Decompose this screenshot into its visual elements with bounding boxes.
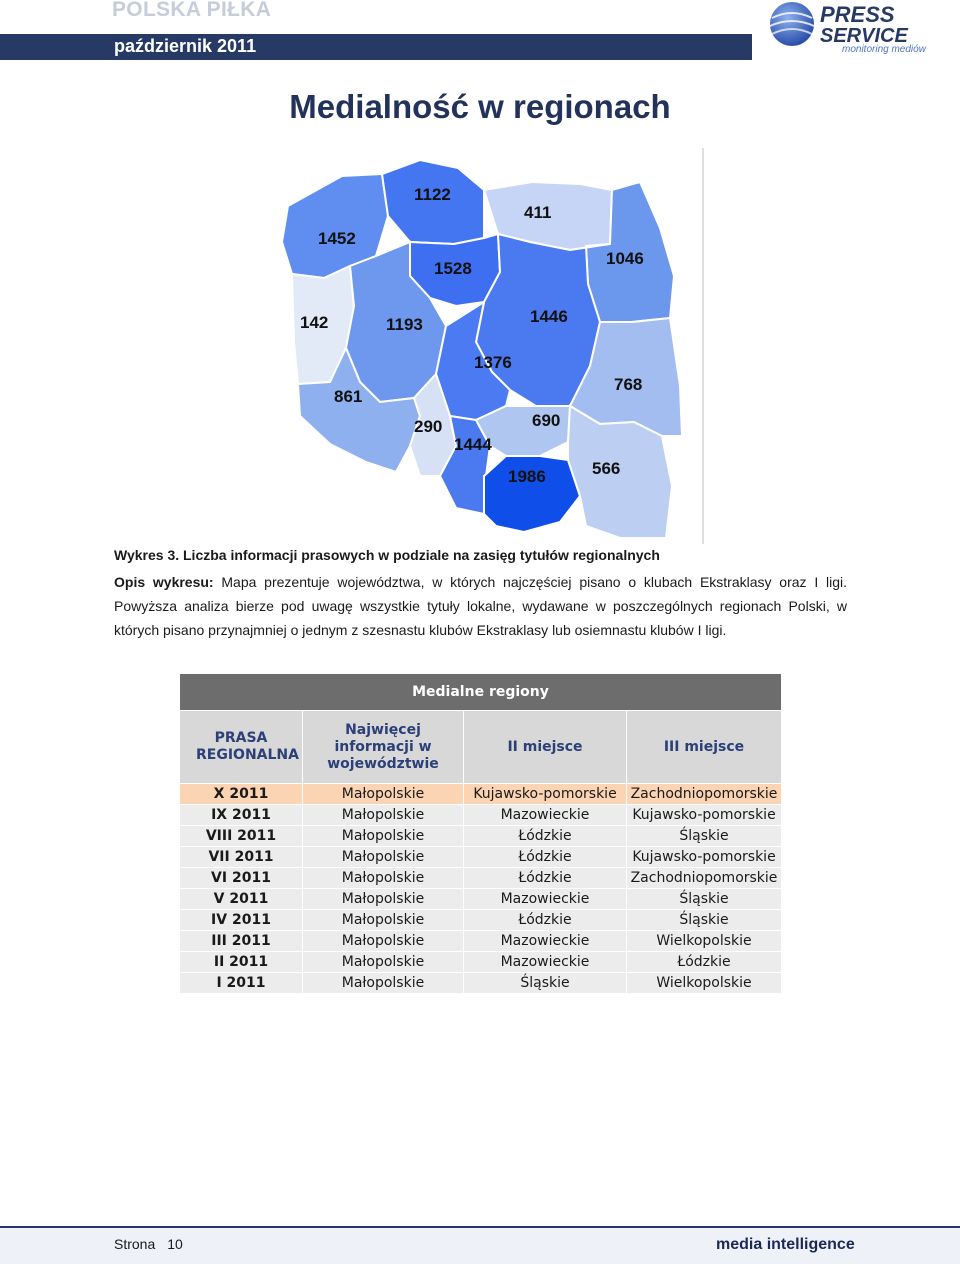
page-label: Strona (114, 1236, 156, 1252)
page-title: Medialność w regionach (289, 88, 671, 125)
press-service-logo (766, 0, 956, 56)
row-second-place: Łódzkie (464, 910, 627, 931)
row-first-place: Małopolskie (303, 847, 464, 868)
row-third-place: Kujawsko-pomorskie (627, 847, 782, 868)
row-period: X 2011 (180, 784, 303, 805)
map-region-value: 1528 (434, 259, 472, 278)
row-first-place: Małopolskie (303, 952, 464, 973)
row-first-place: Małopolskie (303, 868, 464, 889)
page-header (0, 0, 960, 70)
row-third-place: Śląskie (627, 889, 782, 910)
row-second-place: Śląskie (464, 973, 627, 994)
map-region-value: 566 (592, 459, 621, 478)
row-first-place: Małopolskie (303, 805, 464, 826)
figure-description (114, 570, 847, 642)
row-third-place: Zachodniopomorskie (627, 784, 782, 805)
table-row (180, 805, 782, 826)
description-text: Mapa prezentuje województwa, w których najczęściej pisano o klubach Ekstraklasy oraz I ligi. Powyższa analiza bierze pod uwagę wszystkie tytuły lokalne, wydawane w poszczególnych regionach Polski, w których pisano przynajmniej o jednym z szesnastu klubów Ekstraklasy lub osiemnastu klubów I ligi. (114, 574, 847, 638)
row-first-place: Małopolskie (303, 910, 464, 931)
row-period: VI 2011 (180, 868, 303, 889)
map-region-value: 411 (524, 203, 552, 222)
table-row (180, 784, 782, 805)
table-row (180, 868, 782, 889)
map-region-value: 1444 (454, 435, 492, 454)
map-region-value: 1046 (606, 249, 644, 268)
map-region-value: 1122 (414, 185, 451, 204)
logo-tagline: monitoring mediów (842, 44, 926, 55)
report-date: październik 2011 (114, 36, 257, 56)
row-period: I 2011 (180, 973, 303, 994)
figure-caption: Wykres 3. Liczba informacji prasowych w podziale na zasięg tytułów regionalnych (114, 547, 660, 563)
row-period: IX 2011 (180, 805, 303, 826)
page-number-value: 10 (167, 1236, 183, 1252)
globe-icon (770, 2, 814, 46)
row-third-place: Kujawsko-pomorskie (627, 805, 782, 826)
logo-word-service: SERVICE (820, 25, 908, 47)
row-first-place: Małopolskie (303, 889, 464, 910)
description-label: Opis wykresu: (114, 574, 214, 590)
row-second-place: Łódzkie (464, 847, 627, 868)
page-number (114, 1236, 195, 1252)
table-header-row (180, 711, 782, 784)
row-period: II 2011 (180, 952, 303, 973)
footer-brand: media intelligence (716, 1236, 855, 1253)
row-period: VIII 2011 (180, 826, 303, 847)
row-third-place: Śląskie (627, 910, 782, 931)
row-period: III 2011 (180, 931, 303, 952)
row-period: IV 2011 (180, 910, 303, 931)
map-region-value: 768 (614, 375, 643, 394)
table-caption: Medialne regiony (180, 674, 782, 711)
table-row (180, 931, 782, 952)
map-region-value: 690 (532, 411, 561, 430)
map-region-value: 290 (414, 417, 443, 436)
row-third-place: Wielkopolskie (627, 973, 782, 994)
row-third-place: Łódzkie (627, 952, 782, 973)
row-second-place: Mazowieckie (464, 931, 627, 952)
table-row (180, 910, 782, 931)
column-header-period: PRASA REGIONALNA (180, 711, 303, 784)
media-regions-table (179, 673, 782, 994)
publication-title: POLSKA PIŁKA (112, 0, 272, 21)
date-band (0, 34, 752, 60)
column-header-third: III miejsce (627, 711, 782, 784)
table-row (180, 952, 782, 973)
row-first-place: Małopolskie (303, 973, 464, 994)
map-region-value: 1986 (508, 467, 546, 486)
row-second-place: Kujawsko-pomorskie (464, 784, 627, 805)
row-second-place: Mazowieckie (464, 889, 627, 910)
table-row (180, 889, 782, 910)
map-region-value: 1452 (318, 229, 356, 248)
map-region-value: 1446 (530, 307, 568, 326)
column-header-first: Najwięcej informacji w województwie (303, 711, 464, 784)
poland-regions-map (270, 146, 710, 546)
row-period: VII 2011 (180, 847, 303, 868)
row-first-place: Małopolskie (303, 784, 464, 805)
map-region-value: 861 (334, 387, 363, 406)
row-first-place: Małopolskie (303, 931, 464, 952)
table-row (180, 847, 782, 868)
row-third-place: Śląskie (627, 826, 782, 847)
row-third-place: Wielkopolskie (627, 931, 782, 952)
row-first-place: Małopolskie (303, 826, 464, 847)
map-region-value: 1193 (386, 315, 423, 334)
column-header-second: II miejsce (464, 711, 627, 784)
row-third-place: Zachodniopomorskie (627, 868, 782, 889)
row-period: V 2011 (180, 889, 303, 910)
row-second-place: Łódzkie (464, 826, 627, 847)
logo-word-press: PRESS (820, 2, 895, 27)
map-region-value: 142 (300, 313, 329, 332)
row-second-place: Mazowieckie (464, 952, 627, 973)
table-row (180, 973, 782, 994)
map-region-value: 1376 (474, 353, 512, 372)
row-second-place: Łódzkie (464, 868, 627, 889)
table-row (180, 826, 782, 847)
row-second-place: Mazowieckie (464, 805, 627, 826)
